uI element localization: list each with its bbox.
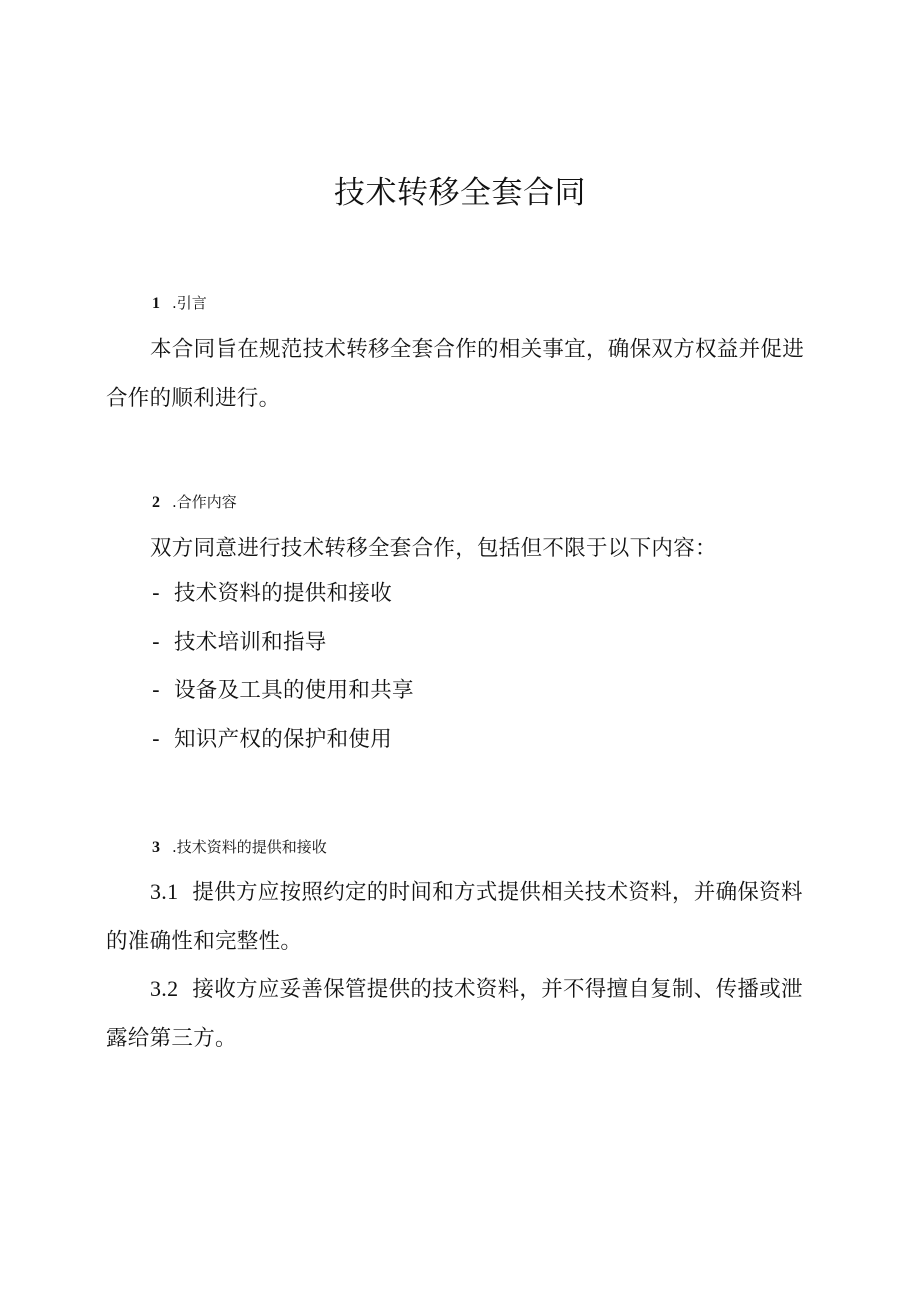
clause-3-1 — [106, 867, 806, 966]
list-marker: - — [152, 629, 161, 655]
section-3-heading — [152, 836, 327, 859]
list-item — [152, 619, 414, 668]
clause-3-1-number: 3.1 — [150, 879, 179, 904]
section-1-paragraph: 本合同旨在规范技术转移全套合作的相关事宜，确保双方权益并促进合作的顺利进行。 — [106, 337, 805, 411]
section-1-heading — [152, 292, 207, 315]
list-item-text: 设备及工具的使用和共享 — [174, 678, 414, 703]
clause-3-1-text: 提供方应按照约定的时间和方式提供相关技术资料，并确保资料的准确性和完整性。 — [106, 880, 803, 954]
list-item — [152, 667, 414, 716]
cooperation-list — [152, 570, 414, 764]
list-marker: - — [152, 678, 161, 703]
section-2-heading — [152, 491, 237, 514]
clause-3-2 — [106, 964, 806, 1063]
section-2-paragraph: 双方同意进行技术转移全套合作，包括但不限于以下内容： — [150, 536, 717, 561]
clause-3-2-number: 3.2 — [150, 976, 179, 1001]
section-2-title: .合作内容 — [172, 493, 237, 511]
document-title: 技术转移全套合同 — [334, 175, 586, 211]
section-1-number: 1 — [152, 295, 160, 312]
section-3-number: 3 — [152, 839, 160, 856]
list-marker: - — [152, 581, 161, 606]
list-item-text: 技术资料的提供和接收 — [174, 581, 393, 606]
clause-3-2-text: 接收方应妥善保管提供的技术资料，并不得擅自复制、传播或泄露给第三方。 — [106, 977, 803, 1051]
list-item-text: 知识产权的保护和使用 — [174, 726, 393, 752]
list-item — [152, 570, 414, 619]
list-marker: - — [152, 726, 161, 752]
list-item-text: 技术培训和指导 — [174, 629, 327, 655]
section-1-title: .引言 — [172, 294, 207, 312]
list-item — [152, 716, 414, 765]
section-2-number: 2 — [152, 494, 160, 511]
section-3-title: .技术资料的提供和接收 — [172, 838, 327, 856]
